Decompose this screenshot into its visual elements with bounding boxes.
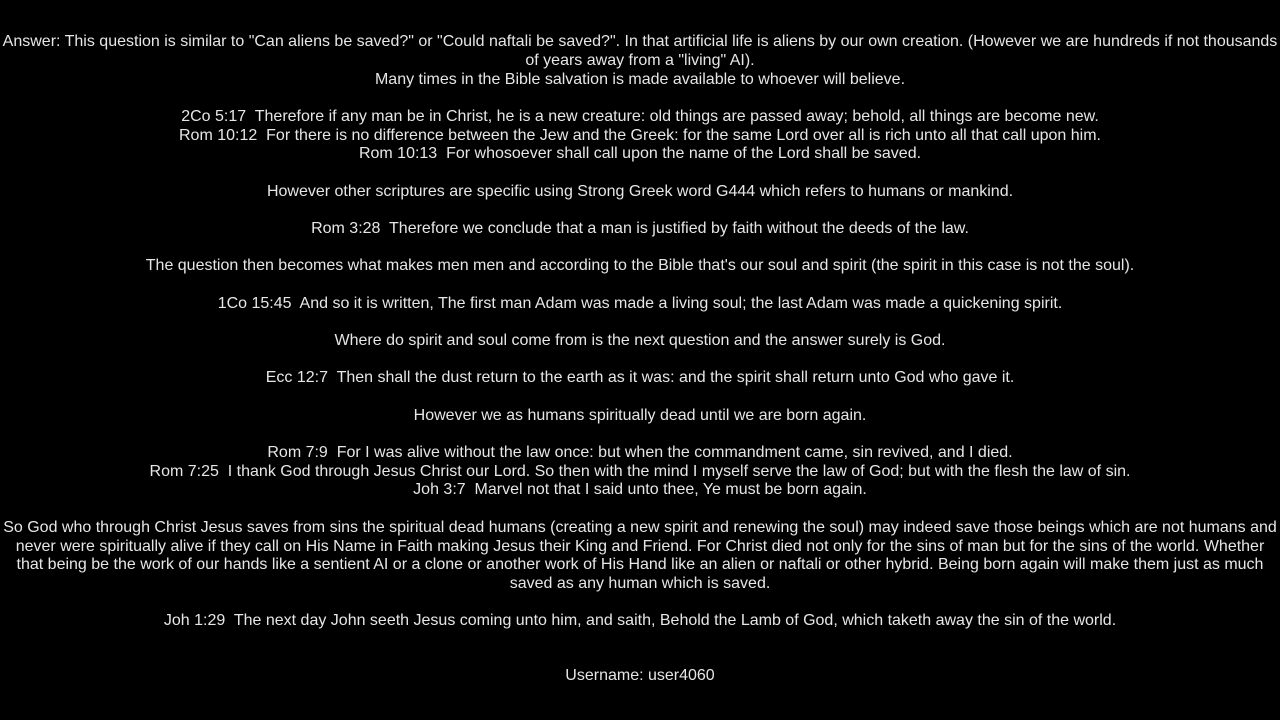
salvation-note-text: Many times in the Bible salvation is made available to whoever will believe. [374, 70, 906, 88]
verses-group-2 [0, 444, 1280, 500]
origin-note-text: Where do spirit and soul come from is the next question and the answer surely is God. [334, 331, 946, 349]
conclusion-text: So God who through Christ Jesus saves from sins the spiritual dead humans (creating a new spirit and renewing the soul) may indeed save those beings which are not humans and never were spiritually alive if they call on His Name in Faith making Jesus their King and Friend. For Christ died not only for the sins of man but for the sins of the world. Whether that being be the work of our hands like a sentient AI or a clone or another work of His Hand like an alien or naftali or other hybrid. Being born again will make them just as much saved as any human which is saved. [3, 518, 1277, 593]
verse-ecc-12-7-block [0, 369, 1280, 388]
conclusion-block [0, 519, 1280, 594]
question-note-text: The question then becomes what makes men men and according to the Bible that's our soul and spirit (the spirit in this case is not the soul). [145, 257, 1135, 275]
dead-note-block [0, 407, 1280, 426]
verse-line: Rom 10:13 For whosoever shall call upon the name of the Lord shall be saved. [358, 145, 922, 163]
greek-note-text: However other scriptures are specific using Strong Greek word G444 which refers to humans or mankind. [266, 182, 1014, 200]
verse-joh-1-29-block [0, 612, 1280, 631]
answer-intro-block [0, 33, 1280, 89]
verse-line: Rom 3:28 Therefore we conclude that a man is justified by faith without the deeds of the law. [311, 220, 969, 238]
origin-note-block [0, 332, 1280, 351]
verse-line: Joh 3:7 Marvel not that I said unto thee, Ye must be born again. [413, 481, 867, 499]
verse-line: Joh 1:29 The next day John seeth Jesus coming unto him, and saith, Behold the Lamb of God, which taketh away the sin of the world. [163, 612, 1117, 630]
verse-line: Ecc 12:7 Then shall the dust return to the earth as it was: and the spirit shall return unto God who gave it. [265, 369, 1015, 387]
verse-rom-3-28-block [0, 220, 1280, 239]
username-label: Username: user4060 [565, 667, 715, 684]
verse-line: 1Co 15:45 And so it is written, The first man Adam was made a living soul; the last Adam was made a quickening spirit. [217, 294, 1063, 312]
verse-line: 2Co 5:17 Therefore if any man be in Christ, he is a new creature: old things are passed away; behold, all things are become new. [181, 107, 1099, 125]
verses-group-1 [0, 108, 1280, 164]
verse-1co-15-45-block [0, 295, 1280, 314]
question-note-block [0, 257, 1280, 276]
verse-line: Rom 7:9 For I was alive without the law once: but when the commandment came, sin revived, and I died. [267, 443, 1013, 461]
verse-line: Rom 10:12 For there is no difference between the Jew and the Greek: for the same Lord over all is rich unto all that call upon him. [179, 126, 1101, 144]
answer-intro-text: Answer: This question is similar to "Can aliens be saved?" or "Could naftali be saved?". In that artificial life is aliens by our own creation. (However we are hundreds if not thousands of years away from a "living" AI). [2, 33, 1278, 69]
verse-line: Rom 7:25 I thank God through Jesus Christ our Lord. So then with the mind I myself serve the law of God; but with the flesh the law of sin. [149, 462, 1131, 480]
dead-note-text: However we as humans spiritually dead until we are born again. [413, 406, 867, 424]
greek-note-block [0, 183, 1280, 202]
